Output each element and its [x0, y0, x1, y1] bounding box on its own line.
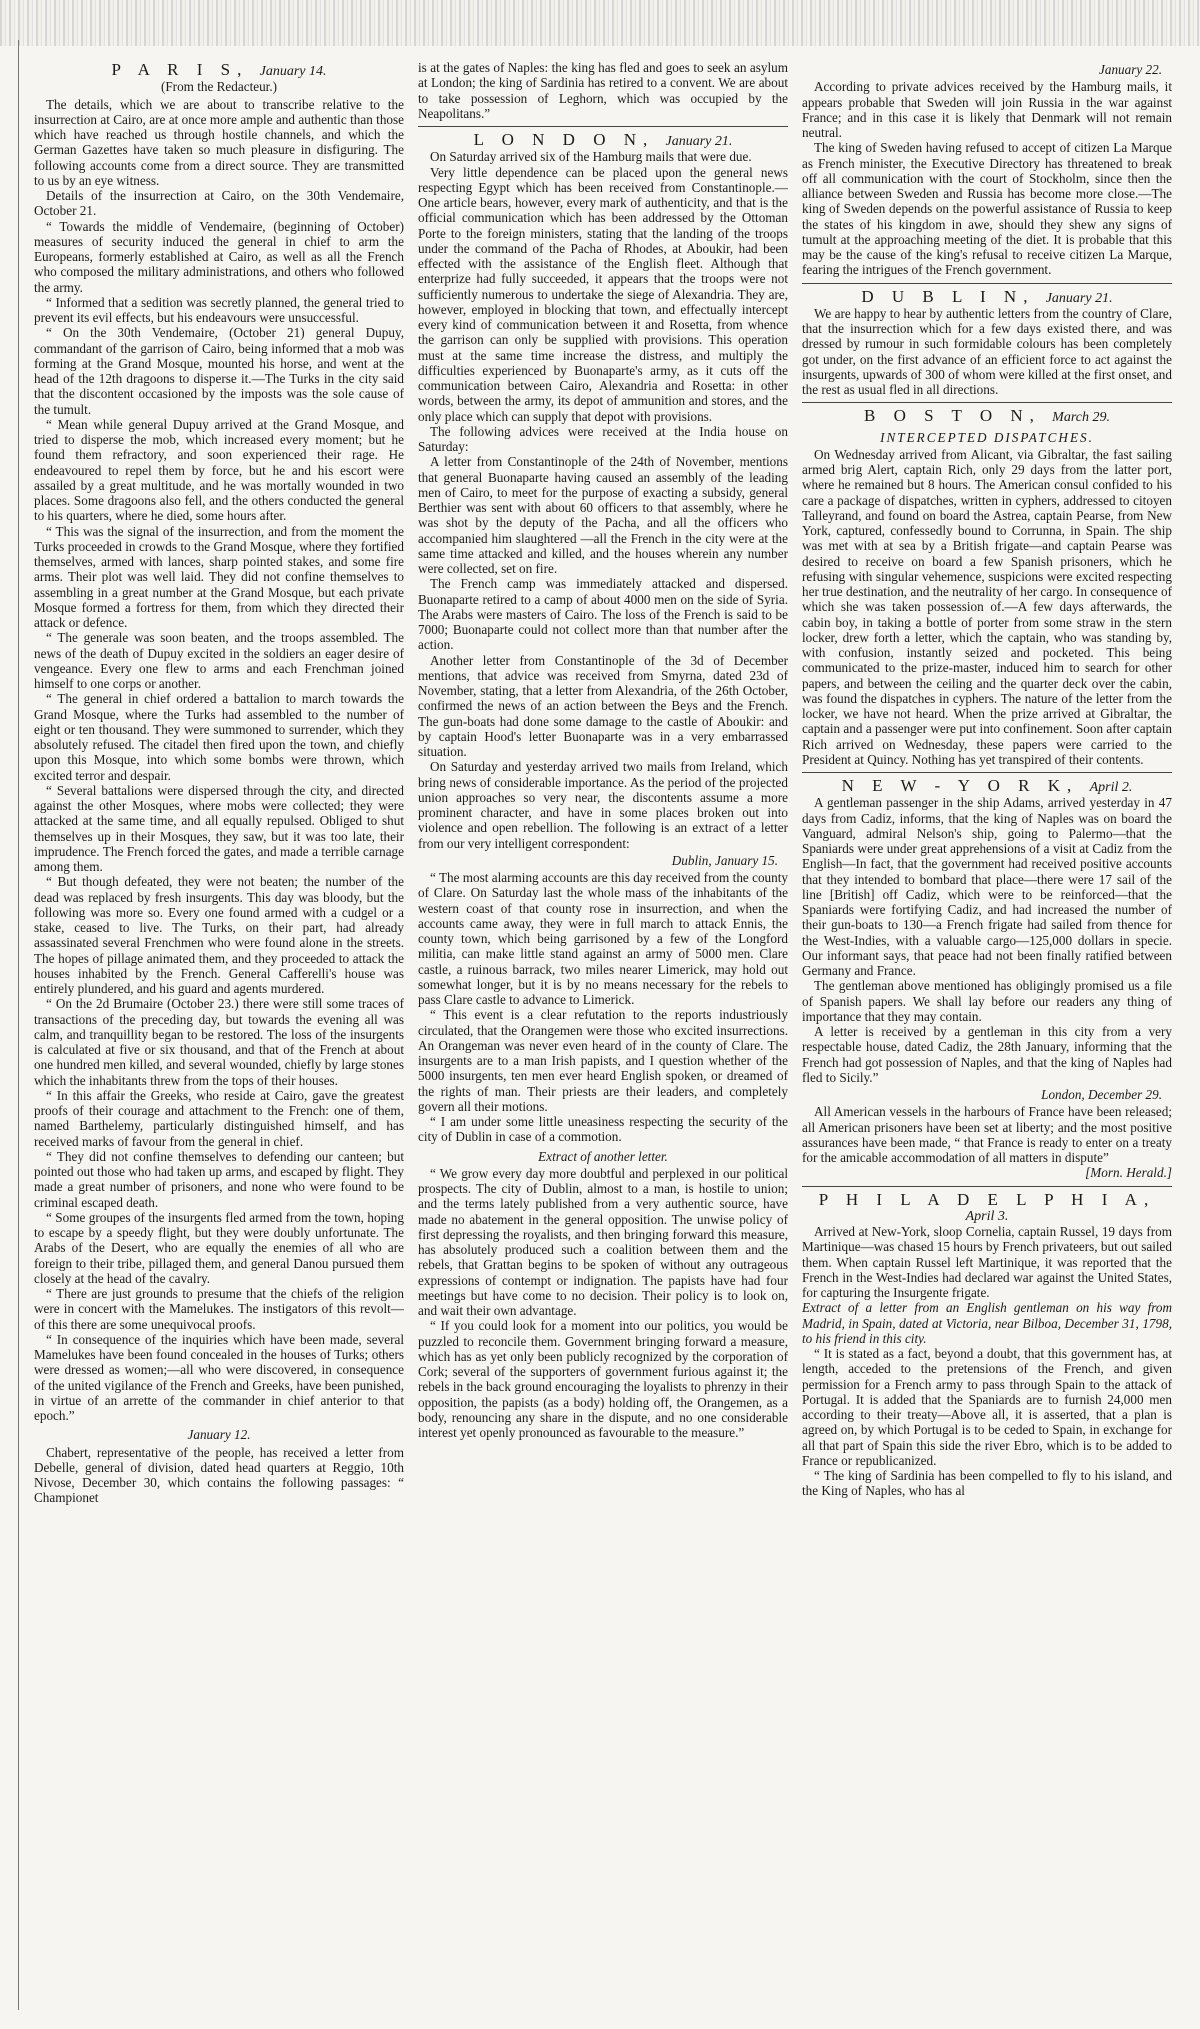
paragraph: Chabert, representative of the people, has received a letter from Debelle, general of division, dated head quarters at Reggio, 10th Nivose, December 30, which contains the following passages: “ Championet	[34, 1444, 404, 1506]
divider	[418, 126, 788, 127]
paragraph: “ Some groupes of the insurgents fled armed from the town, hoping to escape by a speedy flight, but they were doubly unfortunate. The Arabs of the Desert, who are equally the enemies of all who are foreign to their tribe, pillaged them, and general Danou pursued them closely at the head of the cavalry.	[34, 1209, 404, 1286]
paragraph: “ This was the signal of the insurrection, and from the moment the Turks proceeded in crowds to the Grand Mosque, where they fortified themselves, armed with lances, sharp pointed stakes, and some fire arms. Their plot was well laid. They did not confine themselves to assembling in a great number at the Grand Mosque, but each private Mosque formed a fortress for them, from which they directed their attack or defence.	[34, 523, 404, 630]
paragraph: We are happy to hear by authentic letters from the country of Clare, that the insurrection which for a few days existed there, and was dressed by rumour in such formidable colours has been completely got under, on the first advance of an efficient force to act against the insurgents, upwards of 300 of whom were killed at the first onset, and the rest as usual fled in all directions.	[802, 305, 1172, 397]
paragraph: “ On the 2d Brumaire (October 23.) there were still some traces of transactions of the preceding day, but towards the evening all was calm, and tranquillity began to be restored. The loss of the insurgents is calculated at five or six thousand, and that of the French at about one hundred men killed, and several wounded, chiefly by large stones which the inhabitants threw from the tops of their houses.	[34, 996, 404, 1088]
paragraph: “ But though defeated, they were not beaten; the number of the dead was replaced by fresh insurgents. This day was bloody, but the following was more so. Every one found armed with a cudgel or a stake, ceased to live. The Turks, on their part, had already assassinated several Frenchmen who were found alone in the streets. The hopes of pillage animated them, and they proceeded to attack the houses inhabited by the French. General Cafferelli's house was entirely plundered, and his guard and agents murdered.	[34, 874, 404, 996]
paragraph: “ If you could look for a moment into our politics, you would be puzzled to reconcile them. Government bringing forward a measure, which has as yet only been publicly recognized by the corporation of Cork; several of the supporters of government furious against it; the rebels in the back ground encouraging the loyalists to phrenzy in their opposition, the papists (as a body) holding off, the Orangemen, as a body, renouncing any share in the dispute, and no one considerable interest yet openly pronounced as favourable to the measure.”	[418, 1318, 788, 1440]
dateline: London, December 29.	[1041, 1087, 1162, 1102]
column-2	[418, 60, 788, 2010]
paragraph: “ Mean while general Dupuy arrived at the Grand Mosque, and tried to disperse the mob, which increased every moment; but he found them refractory, and soon experienced their rage. He endeavoured to repel them by force, but he and his escort were assailed by a great multitude, and he was mortally wounded in two places. Some dragoons also fell, and the others conducted the general to his quarters, where he died, some hours after.	[34, 416, 404, 524]
paragraph: A letter from Constantinople of the 24th of November, mentions that general Buonaparte having caused an assembly of the leading men of Cairo, to meet for the purpose of exacting a subsidy, general Berthier was sent with about 60 officers to that assembly, where he was shot by the deputy of the Pacha, and all the officers who accompanied him slaughtered —all the French in the city were at the same time attacked and killed, and the houses wherein any number were collected, set on fire.	[418, 454, 788, 576]
divider	[802, 772, 1172, 773]
paragraph: Another letter from Constantinople of the 3d of December mentions, that advice was received from Smyrna, dated 23d of November, stating, that a letter from Alexandria, of the 26th October, confirmed the news of an action between the Beys and the French. The gun-boats had done some damage to the castle of Aboukir: and by captain Hood's letter Buonaparte was in a very embarrassed situation.	[418, 652, 788, 759]
paragraph: “ It is stated as a fact, beyond a doubt, that this government has, at length, acceded to the pretensions of the French, and given permission for a French army to pass through Spain to the attack of Portugal. It is added that the Spaniards are to furnish 24,000 men according to their treaty—Above all, it is asserted, that a plan is agreed on, by which Portugal is to be ceded to Spain, in exchange for all that part of Spain this side the river Ebro, which is to be added to France or republicanized.	[802, 1346, 1172, 1468]
paragraph: All American vessels in the harbours of France have been released; all American prisoners have been set at liberty; and the most positive assurances have been made, “ that France is ready to enter on a treaty for the amicable accommodation of all matters in dispute”	[802, 1104, 1172, 1165]
paragraph: A letter is received by a gentleman in this city from a very respectable house, dated Cadiz, the 28th January, informing that the French had got possession of Naples, and that the king of Naples had fled to Sicily.”	[802, 1024, 1172, 1085]
dateline: Dublin, January 15.	[671, 852, 778, 868]
philadelphia-heading: P H I L A D E L P H I A, April 3.	[818, 1189, 1156, 1224]
columns	[34, 60, 1180, 2010]
newyork-heading: N E W - Y O R K, April 2.	[841, 776, 1133, 795]
paris-source: (From the Redacteur.)	[160, 79, 278, 95]
dateline: January 12.	[187, 1427, 251, 1443]
divider	[802, 402, 1172, 403]
paragraph: “ The most alarming accounts are this day received from the county of Clare. On Saturday last the whole mass of the inhabitants of the western coast of that county rose in insurrection, and when the accounts came away, they were in full march to attack Ennis, the county town, which being garrisoned by a few of the Longford militia, can make little stand against an army of 5000 men. Clare castle, a ruinous barrack, two miles nearer Limerick, may hold out somewhat longer, but it is by no means necessary for the rebels to pass Clare castle to advance to Limerick.	[418, 870, 788, 1007]
paris-heading: P A R I S, January 14.	[111, 60, 327, 79]
extract-heading: Extract of a letter from an English gentleman on his way from Madrid, in Spain, dated at Victoria, near Bilboa, December 31, 1798, to his friend in this city.	[802, 1300, 1172, 1346]
column-1	[34, 60, 404, 2010]
dublin-heading: D U B L I N, January 21.	[861, 286, 1113, 306]
paragraph: “ The generale was soon beaten, and the troops assembled. The news of the death of Dupuy excited in the soldiers an eager desire of vengeance. Every one flew to arms and each Frenchman joined himself to one corps or another.	[34, 630, 404, 691]
column-3	[802, 60, 1172, 2010]
paragraph: “ In consequence of the inquiries which have been made, several Mamelukes have been found concealed in the houses of Turks; others were dressed as women;—all who were discovered, in consequence of the united vigilance of the French and Greeks, have been punished, in virtue of an arrette of the commander in chief anterior to that epoch.”	[34, 1331, 404, 1423]
paragraph: The king of Sweden having refused to accept of citizen La Marque as French minister, the Executive Directory has threatened to break off all communication with the court of Stockholm, since then the alliance between Sweden and Russia has become more close.—The king of Sweden depends on the powerful assistance of Russia to keep the states of his kingdom in awe, should they shew any signs of tumult at the approaching meeting of the diet. It is probable that this may be the cause of the king's refusal to receive citizen La Marque, fearing the intrigues of the French government.	[802, 140, 1172, 278]
paragraph: On Wednesday arrived from Alicant, via Gibraltar, the fast sailing armed brig Alert, captain Rich, only 29 days from the latter port, where he remained but 8 hours. The American consul confided to his care a package of dispatches, written in cyphers, addressed to citoyen Talleyrand, and found on board the Astrea, captain Pearse, from New York, captured, confessedly bound to Corrunna, in Spain. The ship was met with at sea by a British frigate—and captain Pearse was desired to receive on board a few Spanish prisoners, which he refusing with singular vehemence, suspicions were excited respecting her true destination, and the neutrality of her cargo. In consequence of which she was taken possession of.—A few days afterwards, the cabin boy, in taking a bottle of porter from some straw in the stern locker, drew forth a letter, which the captain, who was standing by, with confusion, instantly seized and pocketed. This being communicated to the prize-master, induced him to search for other papers, and between the ceiling and the quarter deck over the cabin, was found the dispatches in cyphers. The nature of the letter from the locker, we have not heard. When the prize arrived at Gibraltar, the captain and a passenger were put into confinement. Soon after captain Rich arrived on Wednesday, these papers were carried to the President at Quincy. Nothing has yet transpired of their contents.	[802, 446, 1172, 767]
paragraph: “ On the 30th Vendemaire, (October 21) general Dupuy, commandant of the garrison of Cairo, being informed that a mob was forming at the Grand Mosque, mounted his horse, and went at the head of the 12th dragoons to disperse it.—The Turks in the city said that the discontent occasioned by the imposts was the sole cause of the tumult.	[34, 325, 404, 417]
paragraph: Very little dependence can be placed upon the general news respecting Egypt which has been received from Constantinople.—One article bears, however, every mark of authenticity, and that is the official communication which has been addressed by the Ottoman Porte to the foreign ministers, stating that the landing of the troops under the command of the Pacha of Rhodes, at Aboukir, had been effected with the assistance of the English fleet. Although that enterprize had fully succeeded, it appears that the troops were not sufficiently numerous to undertake the siege of Alexandria. They are, however, employed in blocking that town, and effectually intercept every kind of communication between it and Rosetta, from whence the garrison can only be supplied with provisions. This operation must at the same time increase the distress, and multiply the difficulties experienced by Buonaparte's army, as it cuts off the communication between Cairo, Alexandria and Rosetta: in other words, between the army, its depot of ammunition and stores, and the only place which can supply that depot with provisions.	[418, 164, 788, 424]
paragraph: The French camp was immediately attacked and dispersed. Buonaparte retired to a camp of about 4000 men on the side of Syria. The Arabs were masters of Cairo. The loss of the French is said to be 7000; Buonaparte could not collect more than that number after the action.	[418, 576, 788, 653]
paragraph: The details, which we are about to transcribe relative to the insurrection at Cairo, are at once more ample and authentic than those which have reached us through hostile channels, and which the German Gazettes have taken so much pleasure in disfiguring. The following accounts come from a direct source. They are transmitted to us by an eye witness.	[34, 96, 404, 188]
paragraph: “ In this affair the Greeks, who reside at Cairo, gave the greatest proofs of their courage and attachment to the French: one of them, named Barthelemy, particularly distinguished himself, and has received marks of favour from the general in chief.	[34, 1087, 404, 1149]
boston-heading: B O S T O N, March 29.	[864, 406, 1110, 426]
paragraph: “ We grow every day more doubtful and perplexed in our political prospects. The city of Dublin, almost to a man, is hostile to union; and the terms lately published from a very authentic source, have made no abatement in the general opposition. The unwise policy of first depressing the royalists, and then bringing forward this measure, has absolutely produced such a coalition between them and the rebels, that Grattan begins to be spoken of without any outrageous expressions of contempt or indignation. The papists have had four meetings but have come to no decision. Their policy is to look on, and wait their own advantage.	[418, 1165, 788, 1318]
paragraph: “ Towards the middle of Vendemaire, (beginning of October) measures of security induced the general in chief to arm the Europeans, formerly established at Cairo, as well as all the French who composed the military administrations, and others who followed the army.	[34, 218, 404, 295]
paragraph: is at the gates of Naples: the king has fled and goes to seek an asylum at London; the king of Sardinia has retired to a convent. We are about to take possession of Leghorn, which was occupied by the Neapolitans.”	[418, 60, 788, 121]
paragraph: “ Informed that a sedition was secretly planned, the general tried to prevent its evil effects, but his endeavours were unsuccessful.	[34, 294, 404, 325]
paragraph: “ The king of Sardinia has been compelled to fly to his island, and the King of Naples, who has al	[802, 1468, 1172, 1499]
paragraph: “ The general in chief ordered a battalion to march towards the Grand Mosque, where the Turks had assembled to the number of eight or ten thousand. They were summoned to surrender, which they absolutely refused. The citadel then fired upon the town, and chiefly upon this Mosque, into which some bombs were thrown, which excited terror and despair.	[34, 691, 404, 783]
paragraph: “ Several battalions were dispersed through the city, and directed against the other Mosques, where mobs were collected; they were attacked at the same time, and all equally repulsed. Obliged to shut themselves up in their Mosques, they saw, but it was too late, their imprudence. The French forced the gates, and made a terrible carnage among them.	[34, 782, 404, 874]
dateline: January 22.	[1099, 62, 1162, 77]
paragraph: The gentleman above mentioned has obligingly promised us a file of Spanish papers. We shall lay before our readers any thing of importance that they may contain.	[802, 978, 1172, 1024]
paragraph: “ I am under some little uneasiness respecting the security of the city of Dublin in case of a commotion.	[418, 1114, 788, 1145]
source-credit: [Morn. Herald.]	[1085, 1165, 1172, 1181]
scan-noise-border	[0, 0, 1200, 46]
paragraph: The following advices were received at the India house on Saturday:	[418, 423, 788, 454]
left-margin-rule	[18, 40, 19, 2010]
paragraph: “ There are just grounds to presume that the chiefs of the religion were in concert with the Mamelukes. The instigators of this revolt—of this there are some unequivocal proofs.	[34, 1286, 404, 1332]
paragraph: “ This event is a clear refutation to the reports industriously circulated, that the Orangemen were those who excited insurrections. An Orangeman was never even heard of in the county of Clare. The insurgents are to a man Irish papists, and I question whether of the 5000 insurgents, ten men ever heard English spoken, or dreamed of the rights of man. Their priests are their leaders, and completely govern all their motions.	[418, 1007, 788, 1114]
divider	[802, 1186, 1172, 1187]
paragraph: On Saturday and yesterday arrived two mails from Ireland, which bring news of considerable importance. As the period of the projected union approaches so very near, the discontents assume a more prominent character, and have in some places broken out into violence and open rebellion. The following is an extract of a letter from our very intelligent correspondent:	[418, 759, 788, 851]
intercepted-heading: INTERCEPTED DISPATCHES.	[880, 429, 1094, 445]
paragraph: Details of the insurrection at Cairo, on the 30th Vendemaire, October 21.	[34, 188, 404, 219]
paragraph: On Saturday arrived six of the Hamburg mails that were due.	[430, 149, 752, 165]
paragraph: A gentleman passenger in the ship Adams, arrived yesterday in 47 days from Cadiz, informs, that the king of Naples was on board the Vanguard, admiral Nelson's ship, going to Palermo—that the Spaniards were under great apprehensions of a visit at Cadiz from the English—In fact, that the government had received positive accounts that they intended to bombard that place—there were 17 sail of the line [British] off Cadiz, which were to be reinforced—that the Spaniards were fortifying Cadiz, and had increased the number of their gun-boats to 130—a French frigate had sailed from thence for the West-Indies, with a valuable cargo—125,000 dollars in specie. Our informant says, that peace had not been finally ratified between Germany and France.	[802, 795, 1172, 978]
paragraph: “ They did not confine themselves to defending our canteen; but pointed out those who had taken up arms, and escaped by flight. They made a great number of prisoners, and none who were found to be criminal escaped death.	[34, 1148, 404, 1210]
paragraph: According to private advices received by the Hamburg mails, it appears probable that Sweden will join Russia in the war against France; and in this case it is likely that Denmark will not remain neutral.	[802, 79, 1172, 140]
london-heading: L O N D O N, January 21.	[473, 130, 733, 149]
paragraph: Arrived at New-York, sloop Cornelia, captain Russel, 19 days from Martinique—was chased 15 hours by French privateers, but out sailed them. When captain Russel left Martinique, it was reported that the French in the West-Indies had declared war against the United States, for capturing the Insurgente frigate.	[802, 1224, 1172, 1300]
extract-heading: Extract of another letter.	[538, 1148, 668, 1164]
divider	[802, 283, 1172, 284]
